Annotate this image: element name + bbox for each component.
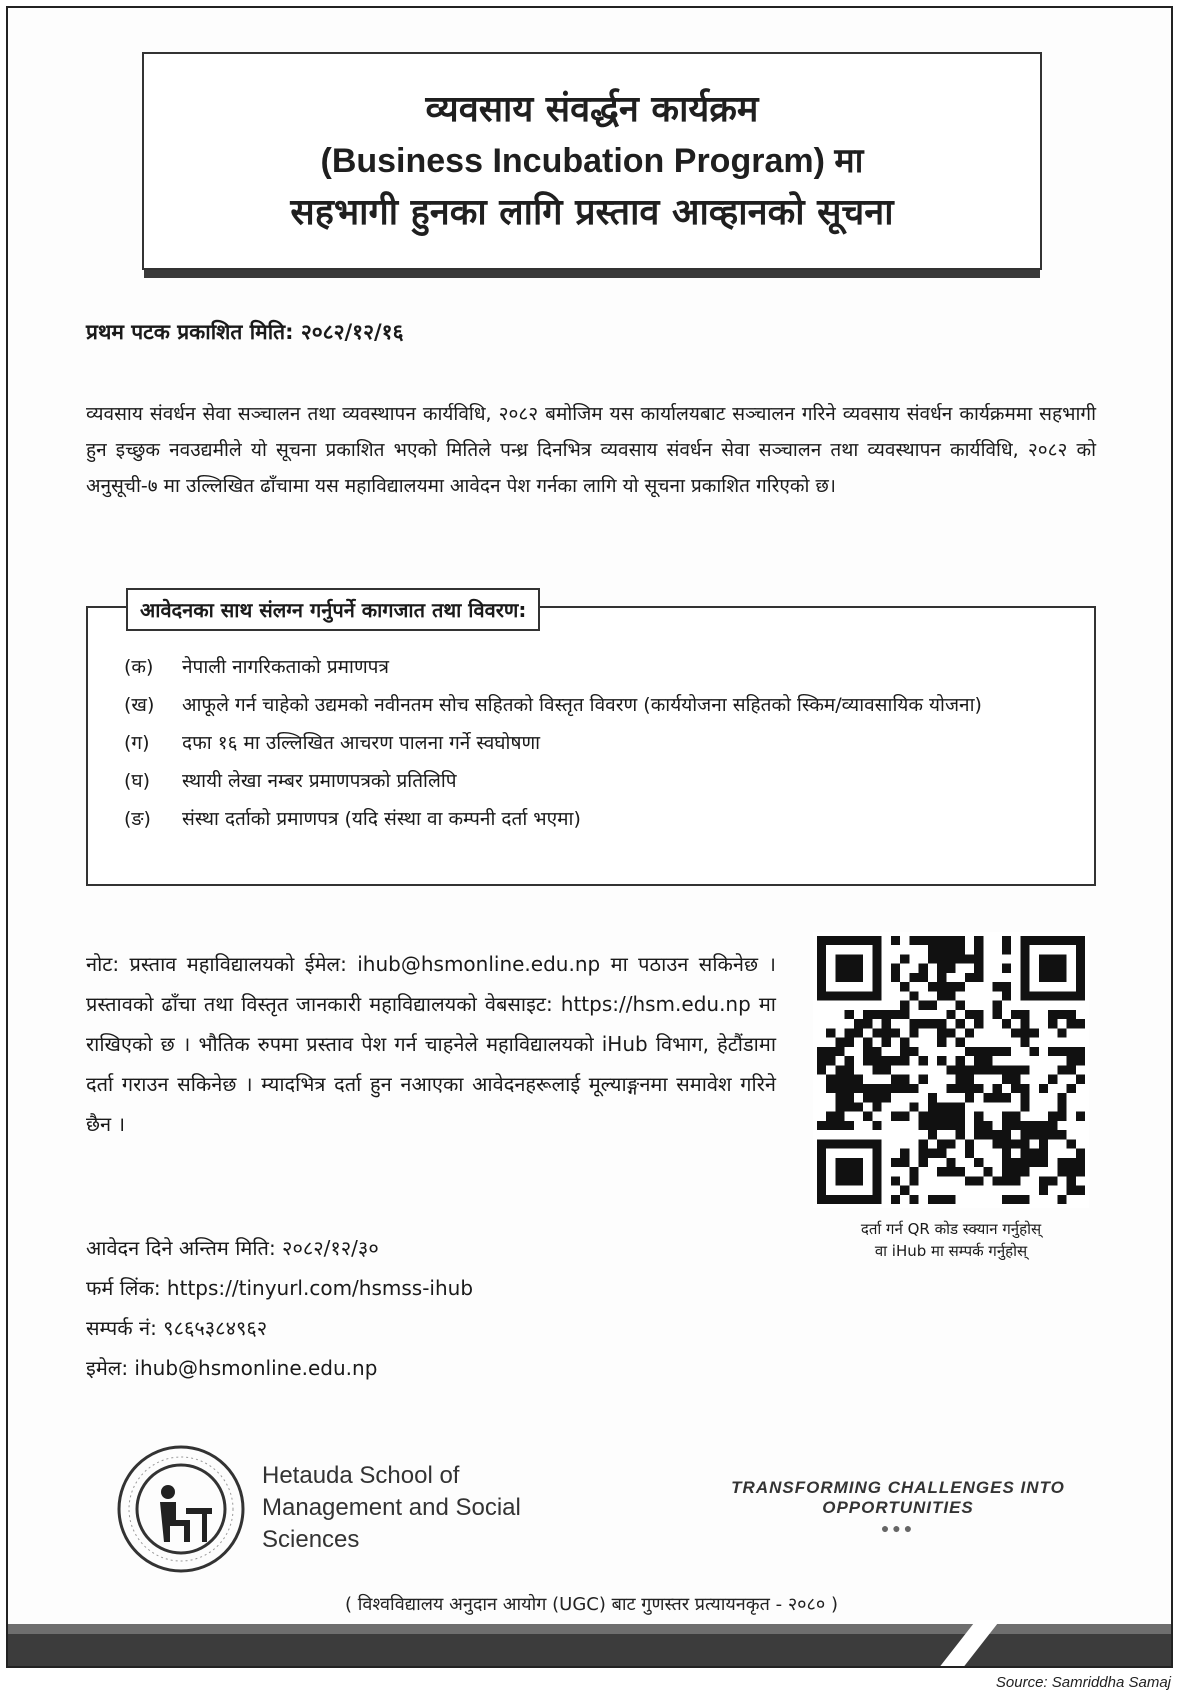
documents-list: [124, 648, 1064, 838]
notice-page: [6, 6, 1173, 1668]
form-link[interactable]: फर्म लिंक: https://tinyurl.com/hsmss-ihub: [86, 1276, 474, 1300]
intro-paragraph: व्यवसाय संवर्धन सेवा सञ्चालन तथा व्यवस्थापन कार्यविधि, २०८२ बमोजिम यस कार्यालयबाट सञ्चालन गरिने व्यवसाय संवर्धन कार्यक्रममा सहभागी हुन इच्छुक नवउद्यमीले यो सूचना प्रकाशित भएको मितिले पन्ध्र दिनभित्र व्यवसाय संवर्धन सेवा सञ्चालन तथा व्यवस्थापन कार्यविधि, २०८२ को अनुसूची-७ मा उल्लिखित ढाँचामा यस महाविद्यालयमा आवेदन पेश गर्नका लागि यो सूचना प्रकाशित गरिएको छ।: [86, 403, 1096, 497]
list-item: [124, 724, 1064, 762]
phone: सम्पर्क नं: ९८६५३८४९६२: [86, 1316, 268, 1340]
qr-caption-line-1: दर्ता गर्न QR कोड स्क्यान गर्नुहोस्: [860, 1220, 1042, 1238]
title-line-2: (Business Incubation Program) मा: [320, 141, 864, 180]
source-credit: Source: Samriddha Samaj: [995, 1674, 1171, 1691]
item-text: संस्था दर्ताको प्रमाणपत्र (यदि संस्था वा कम्पनी दर्ता भएमा): [182, 808, 581, 830]
school-name-line-3: Sciences: [262, 1526, 360, 1553]
list-item: [124, 762, 1064, 800]
school-logo: [116, 1444, 246, 1574]
tagline: [718, 1478, 1078, 1538]
email[interactable]: इमेल: ihub@hsmonline.edu.np: [86, 1356, 378, 1380]
item-mark: (ख): [124, 694, 155, 716]
bottom-bar: [8, 1624, 1173, 1666]
deadline: आवेदन दिने अन्तिम मिति: २०८२/१२/३०: [86, 1236, 379, 1260]
title-line-1: व्यवसाय संवर्द्धन कार्यक्रम: [425, 88, 759, 130]
list-item: [124, 686, 1064, 724]
school-name-line-1: Hetauda School of: [262, 1462, 460, 1489]
school-name: [262, 1460, 521, 1556]
note-paragraph: नोट: प्रस्ताव महाविद्यालयको ईमेल: ihub@hsmonline.edu.np मा पठाउन सकिनेछ । प्रस्तावको ढाँचा तथा विस्तृत जानकारी महाविद्यालयको वेबसाइट: https://hsm.edu.np मा राखिएको छ । भौतिक रुपमा प्रस्ताव पेश गर्न चाहनेले महाविद्यालयको iHub विभाग, हेटौंडामा दर्ता गराउन सकिनेछ । म्यादभित्र दर्ता हुन नआएका आवेदनहरूलाई मूल्याङ्गनमा समावेश गरिने छैन ।: [86, 952, 776, 1136]
qr-code[interactable]: [813, 932, 1089, 1208]
item-mark: (ग): [124, 732, 150, 754]
item-text: आफूले गर्न चाहेको उद्यमको नवीनतम सोच सहितको विस्तृत विवरण (कार्ययोजना सहितको स्किम/व्यावसायिक योजना): [182, 694, 982, 716]
list-item: [124, 800, 1064, 838]
ugc-accreditation: ( विश्वविद्यालय अनुदान आयोग (UGC) बाट गुणस्तर प्रत्यायनकृत - २०८० ): [344, 1594, 839, 1615]
item-mark: (घ): [124, 770, 151, 792]
qr-caption-line-2: वा iHub मा सम्पर्क गर्नुहोस्: [874, 1242, 1028, 1260]
tagline-line-2: OPPORTUNITIES: [822, 1498, 974, 1517]
tagline-line-1: TRANSFORMING CHALLENGES INTO: [731, 1478, 1065, 1497]
qr-caption: [798, 1218, 1104, 1262]
title-line-3: सहभागी हुनका लागि प्रस्ताव आव्हानको सूचना: [290, 192, 894, 234]
school-name-line-2: Management and Social: [262, 1494, 521, 1521]
published-date: प्रथम पटक प्रकाशित मिति: २०८२/१२/१६: [86, 320, 404, 344]
item-text: दफा १६ मा उल्लिखित आचरण पालना गर्ने स्वघोषणा: [182, 732, 541, 754]
school-seal-icon: [116, 1444, 246, 1574]
item-text: स्थायी लेखा नम्बर प्रमाणपत्रको प्रतिलिपि: [182, 770, 457, 792]
contact-block: [86, 1228, 473, 1388]
item-text: नेपाली नागरिकताको प्रमाणपत्र: [182, 656, 389, 678]
item-mark: (ङ): [124, 808, 151, 830]
title-box: [142, 52, 1042, 270]
list-item: [124, 648, 1064, 686]
tagline-dots: ●●●: [880, 1520, 916, 1536]
qr-code-icon: [817, 936, 1085, 1204]
item-mark: (क): [124, 656, 154, 678]
bar-slash-decoration: [936, 1620, 1001, 1668]
documents-heading: आवेदनका साथ संलग्न गर्नुपर्ने कागजात तथा विवरण:: [126, 588, 540, 631]
